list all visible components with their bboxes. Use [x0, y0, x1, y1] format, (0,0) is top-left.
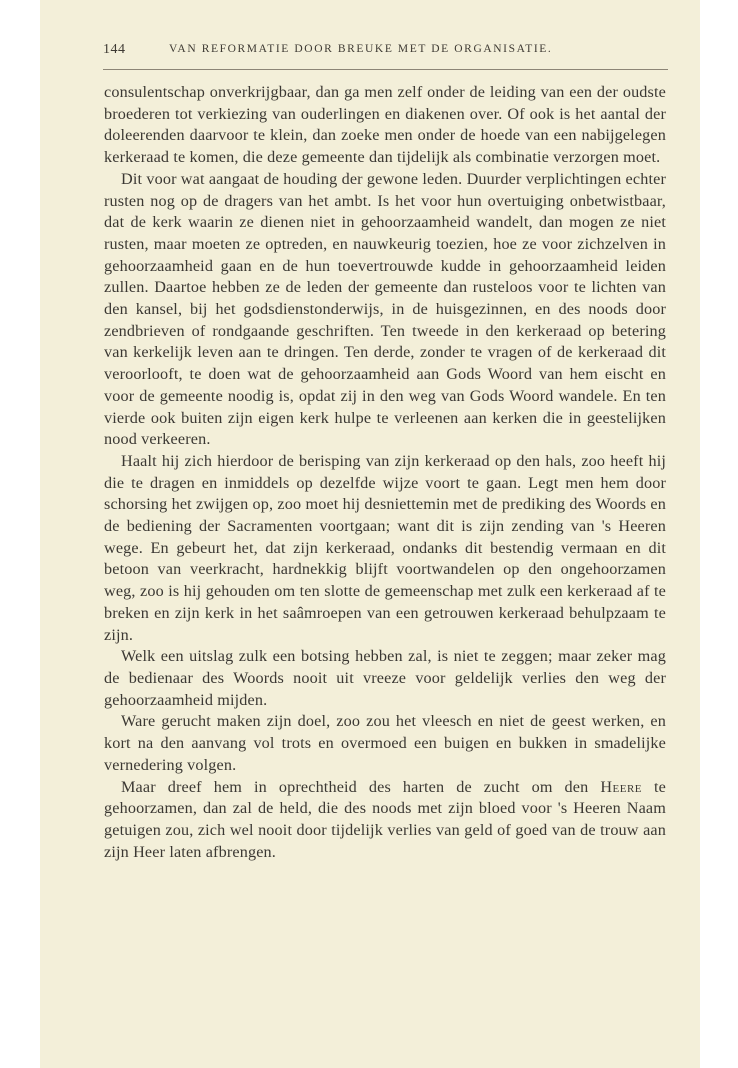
- body-text: [104, 82, 666, 863]
- page-number: 144: [103, 42, 126, 57]
- paragraph-text: Maar dreef hem in oprechtheid des harten de zucht om den: [121, 777, 601, 796]
- page-header: [103, 42, 668, 60]
- paragraph: Ware gerucht maken zijn doel, zoo zou het vleesch en niet de geest werken, en kort na den aanvang vol trots en overmoed een buigen en bukken in smadelijke vernedering volgen.: [104, 712, 666, 774]
- paragraph: [104, 777, 666, 864]
- running-title: VAN REFORMATIE DOOR BREUKE MET DE ORGANISATIE.: [169, 43, 553, 55]
- paragraph: Welk een uitslag zulk een botsing hebben zal, is niet te zeggen; maar zeker mag de bedienaar des Woords nooit uit vreeze voor geldelijk verlies den weg der gehoorzaamheid mijden.: [104, 647, 666, 709]
- paragraph: consulentschap onverkrijgbaar, dan ga men zelf onder de leiding van een der oudste broederen tot verkiezing van ouderlingen en diakenen over. Of ook is het aantal der doleerenden daarvoor te klein, dan zoeke men onder de hoede van een nabijgelegen kerkeraad te komen, die deze gemeente dan tijdelijk als combinatie verzorgen moet.: [104, 83, 666, 167]
- paragraph: Dit voor wat aangaat de houding der gewone leden. Duurder verplichtingen echter rusten nog op de dragers van het ambt. Is het voor hun overtuiging onbetwistbaar, dat de kerk waarin ze dienen niet in gehoorzaamheid wandelt, dan mogen ze niet rusten, maar moeten ze optreden, en nauwkeurig toezien, hoe ze voor zichzelven in gehoorzaamheid gaan en de hun toevertrouwde kudde in gehoorzaamheid leiden zullen. Daartoe hebben ze de leden der gemeente dan rusteloos voor te lichten van den kansel, bij het godsdienstonderwijs, in de huisgezinnen, en des noods door zendbrieven of rondgaande geschriften. Ten tweede in den kerkeraad op betering van kerkelijk leven aan te dringen. Ten derde, zonder te vragen of de kerkeraad dit veroorlooft, te doen wat de gehoorzaamheid aan Gods Woord van hem eischt en voor de gemeente noodig is, opdat zij in den weg van Gods Woord wandele. En ten vierde ook buiten zijn eigen kerk hulpe te verleenen aan kerken die in geestelijken nood verkeeren.: [104, 169, 666, 449]
- paragraph-text: te gehoorzamen, dan zal de held, die des noods met zijn bloed voor 's Heeren Naam getuigen zou, zich wel nooit door tijdelijk verlies van geld of goed van de trouw aan zijn Heer laten afbrengen.: [104, 777, 666, 861]
- small-caps-word: Heere: [600, 777, 643, 796]
- paragraph: Haalt hij zich hierdoor de berisping van zijn kerkeraad op den hals, zoo heeft hij die te dragen en inmiddels op dezelfde wijze voort te gaan. Legt men hem door schorsing het zwijgen op, zoo moet hij desniettemin met de prediking des Woords en de bediening der Sacramenten voortgaan; want dit is zijn zending van 's Heeren wege. En gebeurt het, dat zijn kerkeraad, ondanks dit bestendig vermaan en dit betoon van veerkracht, hardnekkig blijft voortwandelen op den ongehoorzamen weg, zoo is hij gehouden om ten slotte de gemeenschap met zulk een kerkeraad af te breken en zijn kerk in het saâmroepen van een getrouwen kerkeraad behulpzaam te zijn.: [104, 451, 666, 644]
- header-rule: [103, 69, 668, 70]
